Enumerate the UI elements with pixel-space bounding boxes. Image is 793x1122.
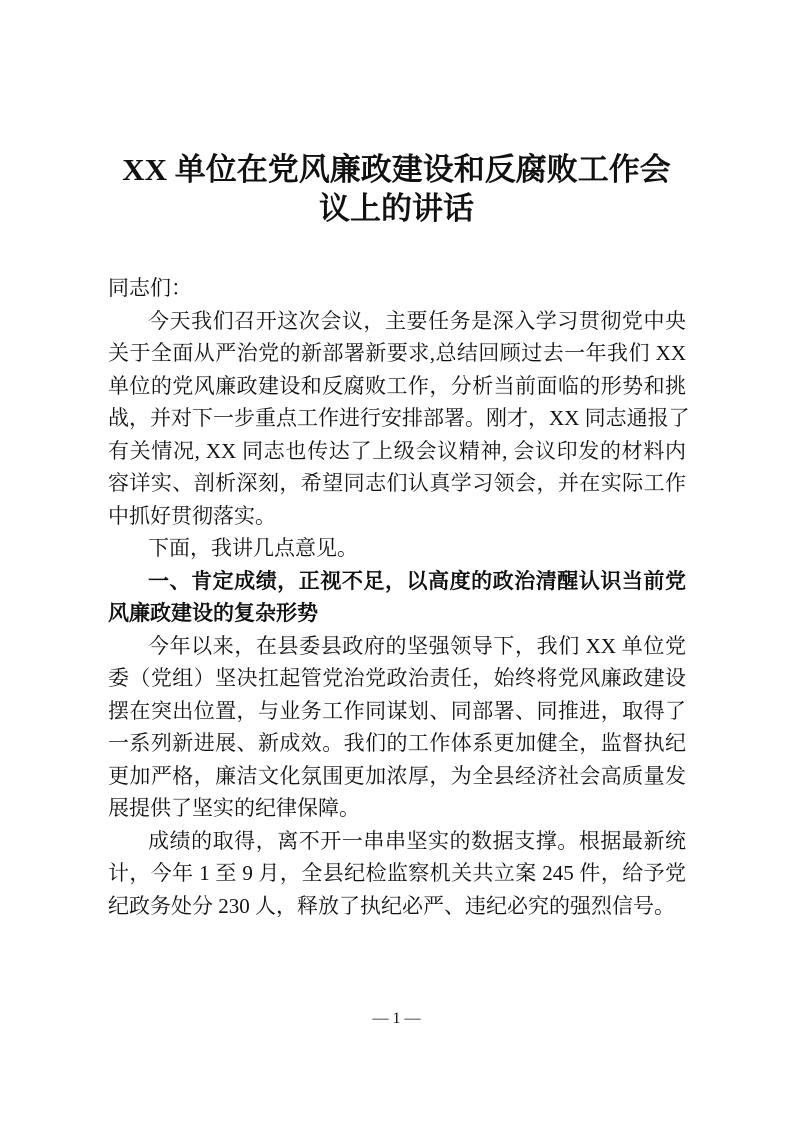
text-line: 中抓好贯彻落实。 [108,503,276,528]
title-line-2: 议上的讲话 [319,191,474,226]
text-line: 有关情况, XX 同志也传达了上级会议精神, 会议印发的材料内 [108,438,686,463]
text-line: 单位的党风廉政建设和反腐败工作，分析当前面临的形势和挑 [108,373,686,398]
text-line: 风廉政建设的复杂形势 [108,601,318,625]
greeting: 同志们： [108,276,192,300]
text-line: 纪政务处分 230 人，释放了执纪必严、违纪必究的强烈信号。 [108,893,675,918]
text-line: 计，今年 1 至 9 月，全县纪检监察机关共立案 245 件，给予党 [108,861,686,885]
text-line: 委（党组）坚决扛起管党治党政治责任，始终将党风廉政建设 [108,666,686,690]
paragraph [108,532,686,565]
text-line: 今天我们召开这次会议，主要任务是深入学习贯彻党中央 [148,308,686,333]
document-body [108,272,690,922]
text-line: 容详实、剖析深刻，希望同志们认真学习领会，并在实际工作 [108,471,686,495]
text-line: 更加严格，廉洁文化氛围更加浓厚，为全县经济社会高质量发 [108,763,686,788]
text-line: 关于全面从严治党的新部署新要求,总结回顾过去一年我们 XX [108,341,686,365]
text-line: 战，并对下一步重点工作进行安排部署。刚才，XX 同志通报了 [108,406,690,430]
text-line: 一、肯定成绩，正视不足，以高度的政治清醒认识当前党 [148,568,686,593]
paragraph [108,825,686,923]
text-line: 下面，我讲几点意见。 [148,536,358,560]
page-number: — 1 — [372,1010,421,1027]
paragraph [108,305,690,533]
document-title [100,150,693,228]
title-line-1: XX 单位在党风廉政建设和反腐败工作会 [122,152,671,187]
text-line: 成绩的取得，离不开一串串坚实的数据支撑。根据最新统 [148,828,686,853]
text-line: 今年以来，在县委县政府的坚强领导下，我们 XX 单位党 [148,633,686,658]
text-line: 展提供了坚实的纪律保障。 [108,796,360,820]
text-line: 一系列新进展、新成效。我们的工作体系更加健全，监督执纪 [108,731,686,755]
section-heading [108,565,686,630]
text-line: 摆在突出位置，与业务工作同谋划、同部署、同推进，取得了 [108,698,686,723]
paragraph [108,630,686,825]
